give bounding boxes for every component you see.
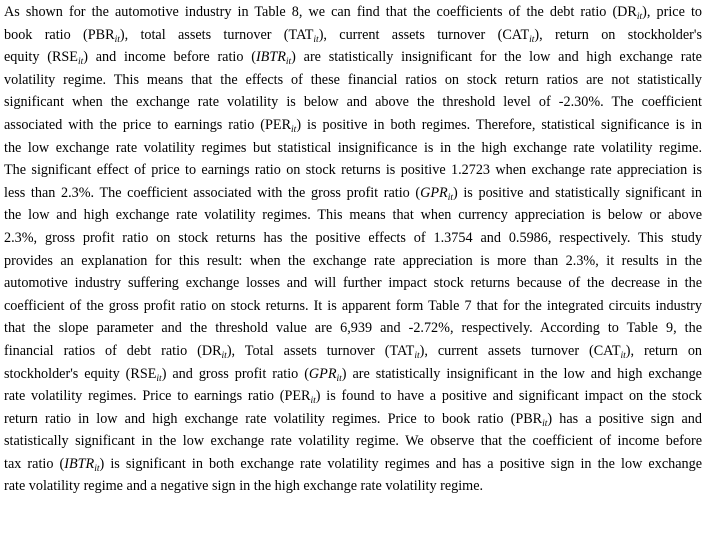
text-line bbox=[4, 295, 702, 318]
italic-variable: IBTR bbox=[255, 49, 286, 66]
text-line bbox=[4, 227, 702, 250]
text-line bbox=[4, 363, 702, 386]
text-run: tax ratio ( bbox=[4, 455, 65, 472]
subscript: it bbox=[291, 124, 297, 135]
text-run: rate volatility regimes. Price to earnings ratio (PER bbox=[4, 388, 311, 405]
text-run: ), current assets turnover (CAT bbox=[419, 342, 621, 359]
text-line bbox=[4, 24, 702, 47]
text-line bbox=[4, 408, 702, 431]
text-line bbox=[4, 453, 702, 476]
text-run: ), Total assets turnover (TAT bbox=[226, 342, 415, 359]
subscript: it bbox=[310, 396, 316, 407]
text-line bbox=[4, 69, 702, 92]
text-run: stockholder's equity (RSE bbox=[4, 365, 157, 382]
italic-variable: GPR bbox=[308, 365, 337, 382]
text-line bbox=[4, 46, 702, 69]
text-line bbox=[4, 475, 702, 498]
text-line bbox=[4, 272, 702, 295]
subscript: it bbox=[156, 373, 162, 384]
text-run: less than 2.3%. The coefficient associated with the gross profit ratio ( bbox=[4, 184, 421, 201]
text-run: ) and gross profit ratio ( bbox=[161, 365, 309, 382]
text-line bbox=[4, 91, 702, 114]
text-line bbox=[4, 204, 702, 227]
text-run: associated with the price to earnings ratio (PER bbox=[4, 116, 292, 133]
subscript: it bbox=[77, 57, 84, 68]
subscript: it bbox=[221, 350, 227, 361]
text-line bbox=[4, 114, 702, 137]
text-line bbox=[4, 1, 702, 24]
subscript: it bbox=[285, 57, 292, 68]
text-run: the low exchange rate volatility regimes but statistical insignificance is in the high exchange rate volatility regime. bbox=[4, 139, 702, 156]
subscript: it bbox=[313, 34, 319, 45]
text-line bbox=[4, 250, 702, 273]
italic-variable: IBTR bbox=[64, 455, 95, 472]
italic-variable: GPR bbox=[420, 184, 448, 201]
text-run: ), price to bbox=[642, 4, 702, 20]
subscript: it bbox=[542, 418, 548, 429]
text-run: provides an explanation for this result: when the exchange rate appreciation is more than 2.3%, it results in the bbox=[4, 252, 702, 269]
text-run: ), return on stockholder's bbox=[534, 26, 702, 43]
subscript: it bbox=[447, 192, 453, 203]
text-run: 2.3%, gross profit ratio on stock returns has the positive effects of 1.3754 and 0.5986, respectively. This study bbox=[4, 229, 702, 246]
text-run: ) has a positive sign and bbox=[547, 410, 702, 427]
text-line bbox=[4, 340, 702, 363]
text-run: the low and high exchange rate volatility regimes. This means that when currency appreciation is below or above bbox=[4, 207, 702, 224]
text-run: ) is significant in both exchange rate volatility regimes and has a positive sign in the low exchange bbox=[99, 455, 702, 472]
text-line bbox=[4, 137, 702, 160]
document-paragraph bbox=[4, 1, 702, 498]
subscript: it bbox=[336, 373, 342, 384]
text-run: ), total assets turnover (TAT bbox=[119, 26, 314, 43]
subscript: it bbox=[114, 34, 120, 45]
text-run: ) is positive and statistically significant in bbox=[453, 184, 702, 201]
text-line bbox=[4, 430, 702, 453]
text-run: book ratio (PBR bbox=[4, 26, 115, 43]
text-run: coefficient of the gross profit ratio on stock returns. It is apparent form Table 7 that for the integrated circuits industry bbox=[4, 297, 702, 314]
text-run: that the slope parameter and the threshold value are 6,939 and -2.72%, respectively. According to Table 9, the bbox=[4, 320, 702, 337]
text-run: ), current assets turnover (CAT bbox=[318, 26, 530, 43]
subscript: it bbox=[620, 350, 626, 361]
text-run: ) are statistically insignificant for the low and high exchange rate bbox=[291, 49, 702, 66]
text-run: ) are statistically insignificant in the low and high exchange bbox=[341, 365, 702, 382]
text-line bbox=[4, 159, 702, 182]
text-run: automotive industry suffering exchange losses and will further impact stock returns because of the decrease in the bbox=[4, 275, 702, 292]
subscript: it bbox=[414, 350, 420, 361]
text-run: ) is positive in both regimes. Therefore, statistical significance is in bbox=[296, 116, 702, 133]
subscript: it bbox=[529, 34, 535, 45]
text-run: return ratio in low and high exchange rate volatility regimes. Price to book ratio (PBR bbox=[4, 410, 543, 427]
text-run: financial ratios of debt ratio (DR bbox=[4, 342, 222, 359]
text-run: volatility regime. This means that the effects of these financial ratios on stock return ratios are not statistically bbox=[4, 71, 702, 88]
subscript: it bbox=[636, 12, 643, 22]
text-run: As shown for the automotive industry in Table 8, we can find that the coefficients of the debt ratio (DR bbox=[4, 4, 637, 20]
text-run: rate volatility regime and a negative sign in the high exchange rate volatility regime. bbox=[4, 478, 484, 495]
text-line bbox=[4, 182, 702, 205]
text-run: ) is found to have a positive and significant impact on the stock bbox=[315, 388, 702, 405]
text-run: ) and income before ratio ( bbox=[83, 49, 256, 66]
text-run: significant when the exchange rate volatility is below and above the threshold level of -2.30%. The coefficient bbox=[4, 94, 702, 111]
text-run: statistically significant in the low exchange rate volatility regime. We observe that the coefficient of income before bbox=[4, 433, 702, 450]
text-run: ), return on bbox=[625, 342, 703, 359]
text-run: equity (RSE bbox=[4, 49, 78, 66]
text-line bbox=[4, 317, 702, 340]
text-run: The significant effect of price to earnings ratio on stock returns is positive 1.2723 when exchange rate appreciation is bbox=[4, 162, 702, 179]
subscript: it bbox=[94, 463, 100, 474]
text-line bbox=[4, 385, 702, 408]
